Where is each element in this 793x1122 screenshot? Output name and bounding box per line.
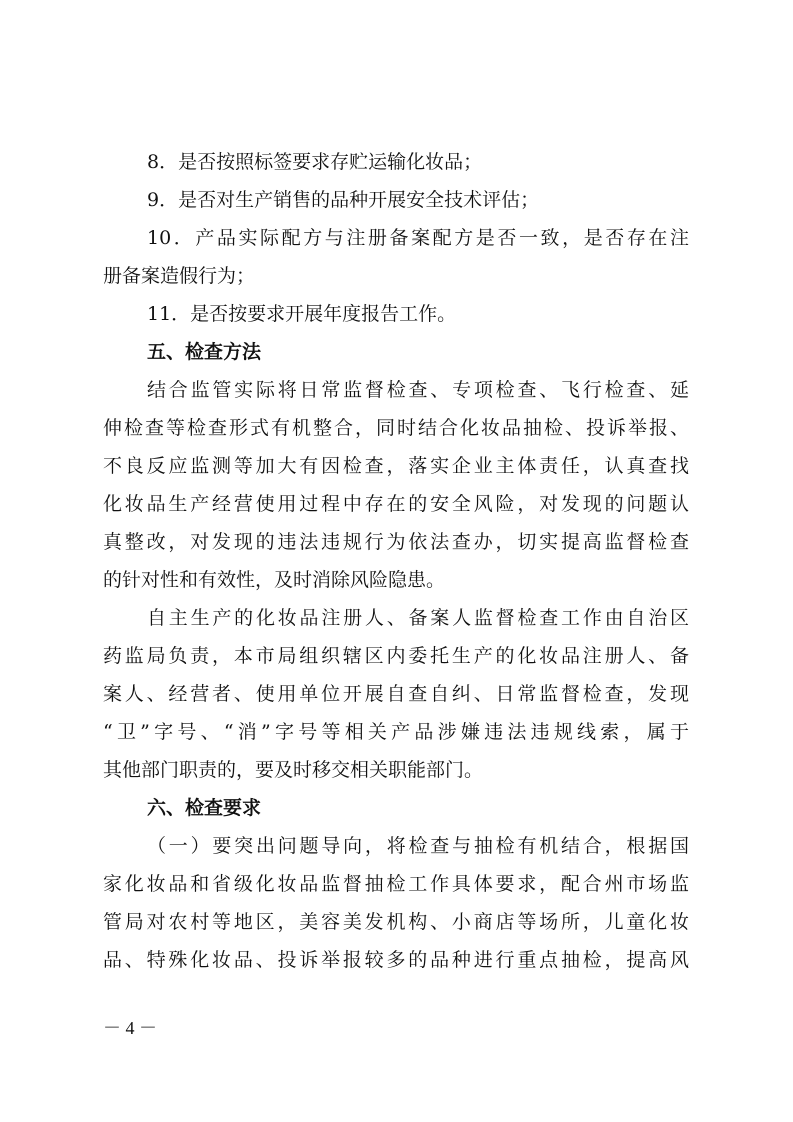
paragraph-line: 不良反应监测等加大有因检查，落实企业主体责任，认真查找 — [103, 455, 689, 477]
paragraph-line: 结合监管实际将日常监督检查、专项检查、飞行检查、延 — [147, 379, 689, 401]
paragraph-line: 品、特殊化妆品、投诉举报较多的品种进行重点抽检，提高风 — [103, 949, 689, 971]
paragraph-line: 药监局负责，本市局组织辖区内委托生产的化妆品注册人、备 — [103, 645, 689, 667]
paragraph-line: 化妆品生产经营使用过程中存在的安全风险，对发现的问题认 — [103, 493, 689, 515]
paragraph-line: 管局对农村等地区，美容美发机构、小商店等场所，儿童化妆 — [103, 911, 689, 933]
list-item-11: 11．是否按要求开展年度报告工作。 — [147, 303, 457, 325]
page-number: － 4 － — [103, 1018, 157, 1038]
paragraph-line: 自主生产的化妆品注册人、备案人监督检查工作由自治区 — [147, 607, 689, 629]
list-item-10-line-1: 10．产品实际配方与注册备案配方是否一致，是否存在注 — [147, 227, 689, 249]
section-heading-inspection-requirements: 六、检查要求 — [147, 797, 262, 819]
paragraph-line: 家化妆品和省级化妆品监督抽检工作具体要求，配合州市场监 — [103, 873, 689, 895]
paragraph-line: 案人、经营者、使用单位开展自查自纠、日常监督检查，发现 — [103, 683, 689, 705]
paragraph-line: 的针对性和有效性，及时消除风险隐患。 — [103, 569, 446, 591]
paragraph-line: “卫”字号、“消”字号等相关产品涉嫌违法违规线索，属于 — [103, 721, 689, 743]
list-item-9: 9．是否对生产销售的品种开展安全技术评估； — [147, 189, 540, 211]
paragraph-line: 真整改，对发现的违法违规行为依法查办，切实提高监督检查 — [103, 531, 689, 553]
list-item-10-line-2: 册备案造假行为； — [103, 265, 256, 287]
paragraph-line: 其他部门职责的，要及时移交相关职能部门。 — [103, 759, 484, 781]
paragraph-line: （一）要突出问题导向，将检查与抽检有机结合，根据国 — [147, 835, 689, 857]
section-heading-inspection-method: 五、检查方法 — [147, 341, 262, 363]
list-item-8: 8．是否按照标签要求存贮运输化妆品； — [147, 151, 483, 173]
paragraph-line: 伸检查等检查形式有机整合，同时结合化妆品抽检、投诉举报、 — [103, 417, 689, 439]
